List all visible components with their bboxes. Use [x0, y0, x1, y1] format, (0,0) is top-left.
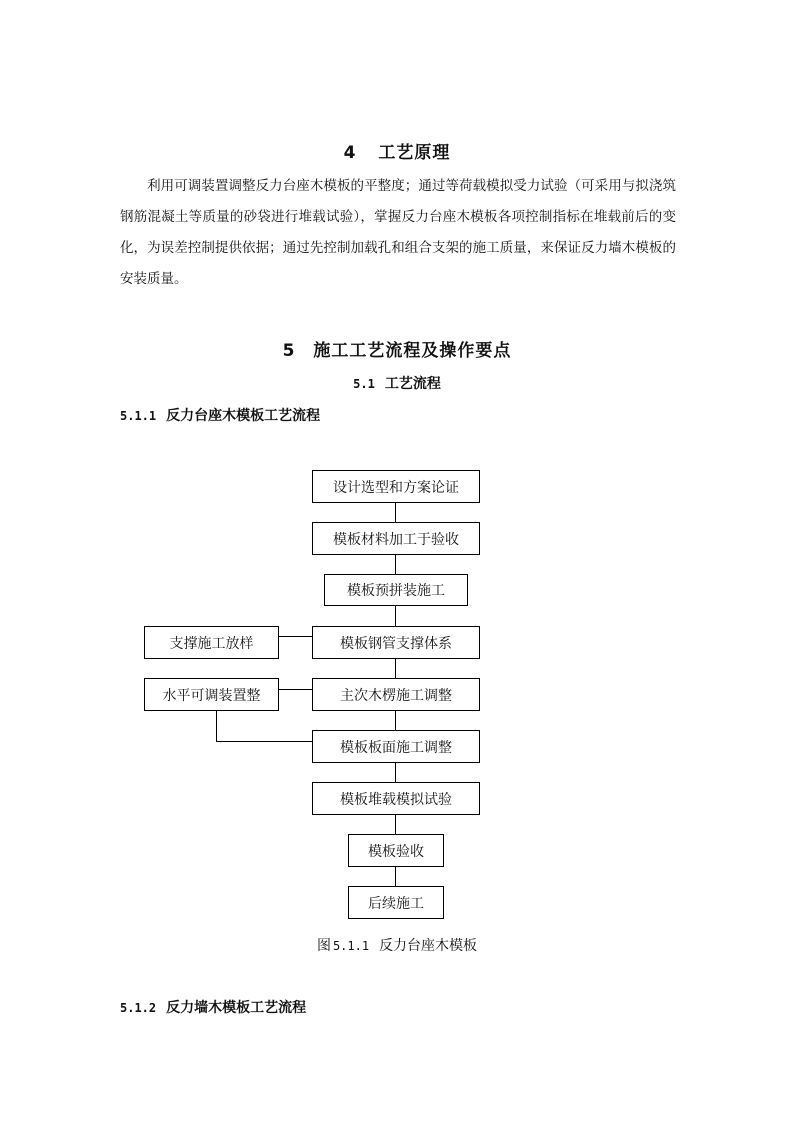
- section-5-number: 5: [282, 341, 296, 361]
- section-5-title: 施工工艺流程及操作要点: [313, 341, 512, 361]
- figure-caption-number: 5.1.1: [332, 939, 370, 953]
- figure-caption-text: 反力台座木模板: [379, 938, 478, 954]
- flow-side-step-2: 水平可调装置整: [144, 678, 279, 711]
- section-5-1-number: 5.1: [353, 377, 375, 391]
- section-4-number: 4: [343, 143, 357, 163]
- flow-step-6: 模板板面施工调整: [312, 730, 480, 763]
- connector-line: [395, 867, 396, 886]
- side-connector-line: [216, 741, 312, 742]
- section-5-heading: [0, 336, 794, 361]
- flow-step-2: 模板材料加工于验收: [312, 522, 480, 555]
- connector-line: [395, 815, 396, 834]
- flow-step-9: 后续施工: [348, 886, 444, 919]
- side-connector-line: [279, 689, 312, 690]
- section-4-paragraph-text: 利用可调装置调整反力台座木模板的平整度；通过等荷载模拟受力试验（可采用与拟浇筑钢筋混凝土等质量的砂袋进行堆载试验），掌握反力台座木模板各项控制指标在堆载前后的变化，为误差控制提供依据；通过先控制加载孔和组合支架的施工质量，来保证反力墙木模板的安装质量。: [120, 178, 676, 287]
- connector-line: [395, 763, 396, 782]
- connector-line: [395, 503, 396, 522]
- section-5-1-1-heading: [120, 405, 320, 425]
- flow-step-7: 模板堆载模拟试验: [312, 782, 480, 815]
- section-4-title: 工艺原理: [378, 143, 451, 163]
- flow-step-4: 模板钢管支撑体系: [312, 626, 480, 659]
- section-4-paragraph: [120, 171, 676, 295]
- section-5-1-title: 工艺流程: [384, 376, 441, 392]
- section-5-1-1-title: 反力台座木模板工艺流程: [166, 408, 321, 424]
- flow-step-3: 模板预拼装施工: [324, 574, 468, 606]
- section-5-1-2-number: 5.1.2: [120, 1001, 157, 1015]
- connector-line: [395, 711, 396, 730]
- section-4-heading: [0, 138, 794, 163]
- side-connector-line: [216, 711, 217, 741]
- section-5-1-2-title: 反力墙木模板工艺流程: [166, 1000, 307, 1016]
- figure-caption-prefix: 图: [316, 938, 331, 954]
- connector-line: [395, 555, 396, 574]
- connector-line: [395, 659, 396, 678]
- section-5-1-2-heading: [120, 997, 306, 1017]
- flow-step-8: 模板验收: [348, 834, 444, 867]
- figure-caption: [0, 935, 794, 955]
- section-5-1-1-number: 5.1.1: [120, 409, 157, 423]
- flow-step-5: 主次木楞施工调整: [312, 678, 480, 711]
- connector-line: [395, 606, 396, 626]
- side-connector-line: [279, 636, 312, 637]
- section-5-1-heading: [0, 373, 794, 393]
- flow-side-step-1: 支撑施工放样: [144, 626, 279, 659]
- flow-step-1: 设计选型和方案论证: [312, 470, 480, 503]
